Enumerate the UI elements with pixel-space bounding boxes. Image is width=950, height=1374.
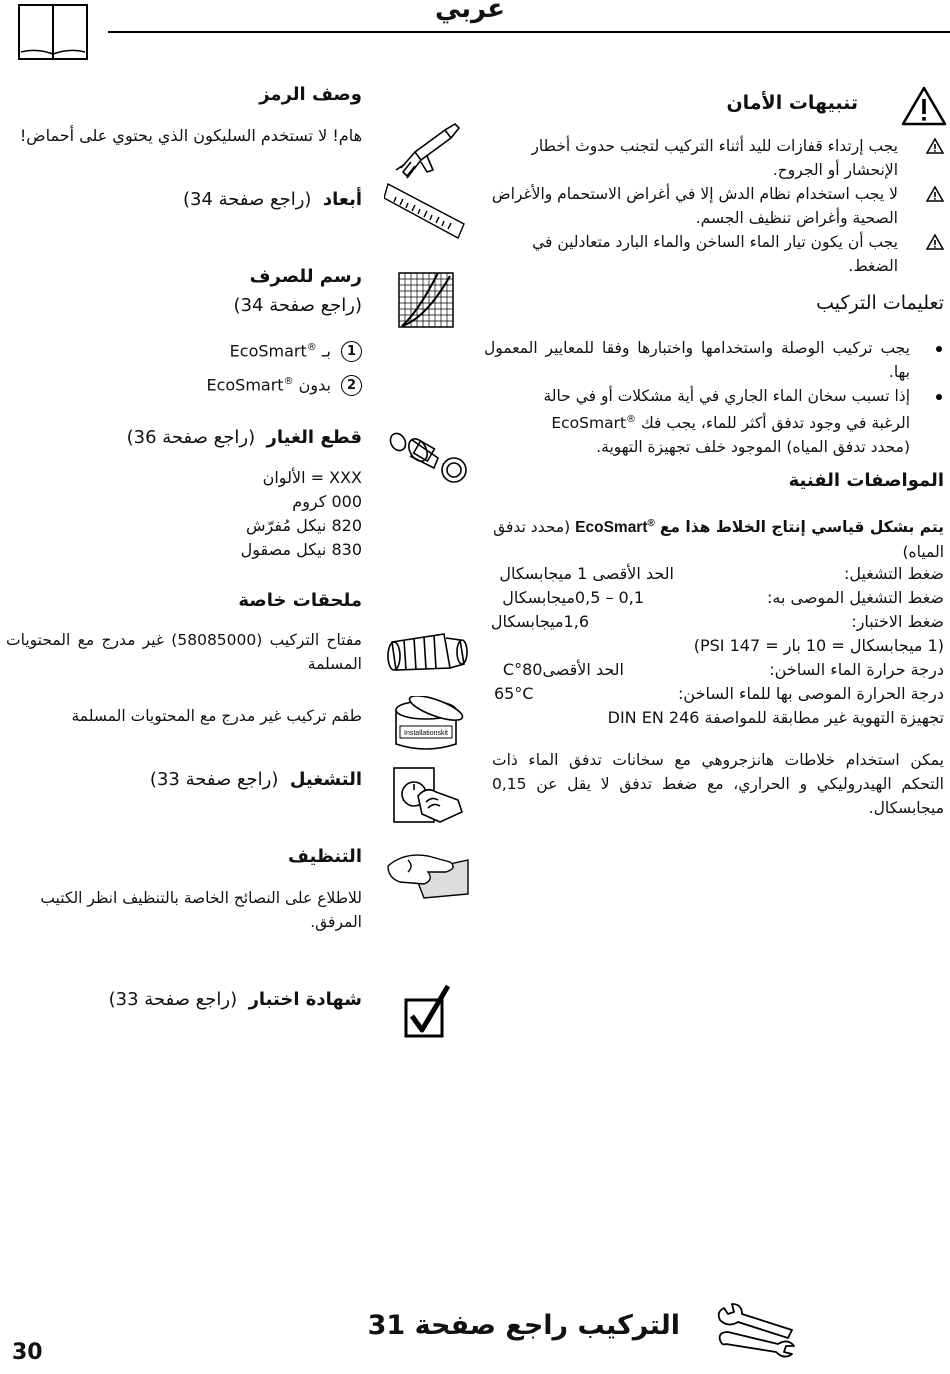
safety-item: لا يجب استخدام نظام الدش إلا في أغراض الاستحمام والأغراض الصحية وأغراض تنظيف الجسم. (484, 182, 944, 230)
accessories-heading: ملحقات خاصة (238, 590, 362, 611)
spec-row: تجهيزة التهوية غير مطابقة للمواصفة DIN EN 246 (607, 708, 944, 727)
flow-chart-icon (398, 272, 454, 328)
safety-item: يجب أن يكون تيار الماء الساخن والماء البارد متعادلين في الضغط. (484, 230, 944, 278)
install-key-text: مفتاح التركيب (58085000) غير مدرج مع المحتويات المسلمة (6, 631, 362, 673)
language-title: عربي (434, 0, 505, 24)
warning-icon (901, 86, 947, 126)
checkbox-icon (404, 984, 452, 1040)
spec-row: ضغط التشغيل: الحد الأقصى 1 ميجابسكال (499, 564, 944, 583)
silicone-gun-icon (393, 120, 463, 182)
cleaning-heading: التنظيف (288, 846, 362, 867)
install-reference: التركيب راجع صفحة 31 (367, 1310, 680, 1341)
certificate-heading: شهادة اختبار (راجع صفحة 33) (108, 989, 362, 1010)
flow-chart-label: رسم للصرف (249, 266, 362, 287)
install-item: يجب تركيب الوصلة واستخدامها واختبارها وفقا للمعايير المعمول بها. (484, 336, 944, 384)
header-rule (108, 31, 950, 33)
specs-title: المواصفات الفنية (788, 470, 944, 491)
spec-row: (1 ميجابسكال = 10 بار = 147 PSI) (693, 636, 944, 655)
color-row: XXX = الألوان (262, 468, 362, 487)
specs-intro: يتم بشكل قياسي إنتاج الخلاط هذا مع EcoSmart® (محدد تدفق المياه) (493, 518, 944, 562)
small-warning-icon (926, 234, 944, 250)
number-2-icon: 2 (341, 375, 362, 396)
cleaning-text: للاطلاع على النصائح الخاصة بالتنظيف انظر الكتيب المرفق. (40, 889, 362, 931)
bullet (936, 394, 942, 400)
small-warning-icon (926, 186, 944, 202)
ecosmart-without: 2بدون EcoSmart® (206, 370, 362, 397)
svg-text:Installationskit: Installationskit (404, 730, 448, 737)
color-row: 830 نيكل مصقول (240, 540, 362, 559)
bullet (936, 346, 942, 352)
operation-hand-icon (392, 766, 464, 826)
cleaning-hand-icon (384, 846, 470, 900)
page-number: 30 (12, 1340, 43, 1365)
install-key-icon (384, 624, 472, 680)
book-icon (18, 4, 90, 62)
spec-row: درجة الحرارة الموصى بها للماء الساخن: 65°C (494, 684, 944, 703)
ecosmart-with: 1بـ EcoSmart® (230, 336, 362, 363)
safety-title: تنبيهات الأمان (726, 92, 858, 114)
color-row: 000 كروم (292, 492, 362, 511)
spec-row: ضغط التشغيل الموصى به: 0,1 – 0,5ميجابسكال (502, 588, 944, 607)
color-row: 820 نيكل مُفرّش (246, 516, 362, 535)
symbols-title: وصف الرمز (259, 84, 362, 105)
safety-item: يجب إرتداء قفازات لليد أثناء التركيب لتجنب حدوث أخطار الإنحشار أو الجروح. (484, 134, 944, 182)
dimensions-heading: أبعاد (راجع صفحة 34) (182, 189, 362, 210)
install-item: إذا تسبب سخان الماء الجاري في أية مشكلات أو في حالة الرغبة في وجود تدفق أكثر للماء، يجب فك EcoSmart® (محدد تدفق المياه) الموجود خلف تجهيزة التهوية. (484, 384, 944, 459)
number-1-icon: 1 (341, 341, 362, 362)
install-kit-text: طقم تركيب غير مدرج مع المحتويات المسلمة (71, 707, 362, 725)
flow-chart-ref: (راجع صفحة 34) (233, 295, 362, 316)
operation-heading: التشغيل (راجع صفحة 33) (149, 769, 362, 790)
specs-note: يمكن استخدام خلاطات هانزجروهي مع سخانات تدفق الماء ذات التحكم الهيدروليكي و الحراري، مع ضغط تدفق لا يقل عن 0,15 ميجابسكال. (492, 751, 944, 817)
ruler-icon (384, 180, 468, 244)
install-kit-icon (392, 696, 468, 756)
silicone-note: هام! لا تستخدم السليكون الذي يحتوي على أحماض! (19, 126, 362, 145)
install-title: تعليمات التركيب (816, 292, 944, 314)
spare-parts-icon (388, 428, 472, 484)
small-warning-icon (926, 138, 944, 154)
spec-row: درجة حرارة الماء الساخن: الحد الأقصى80°C (502, 660, 944, 679)
spec-row: ضغط الاختبار: 1,6ميجابسكال (490, 612, 944, 631)
spare-parts-heading: قطع الغيار (راجع صفحة 36) (126, 427, 362, 448)
wrench-icon (714, 1300, 798, 1360)
